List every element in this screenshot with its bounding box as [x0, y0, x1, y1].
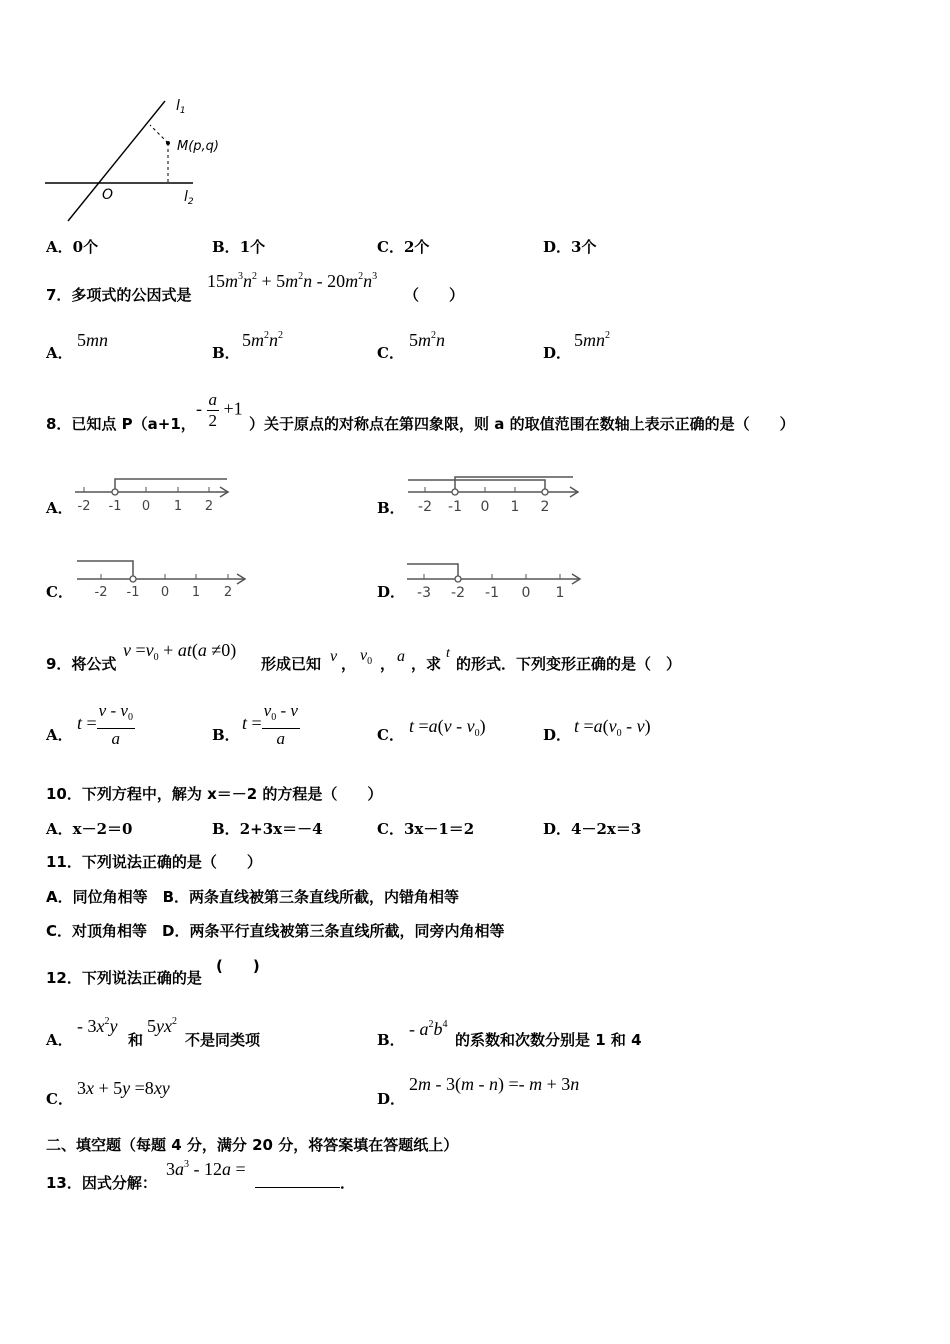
- svg-text:-1: -1: [485, 585, 499, 601]
- svg-text:2: 2: [540, 499, 550, 515]
- q10-option-a[interactable]: A．x－2＝0: [46, 820, 133, 838]
- q9-option-d-expr: $t =a(v_0 - v)$: [574, 716, 651, 739]
- q7-option-a-expr: 5mn: [77, 330, 108, 350]
- svg-text:-1: -1: [126, 585, 140, 600]
- q9-stem-mid: 形成已知: [261, 655, 322, 673]
- q8-fraction: - $\frac{a}{2}$ +1: [196, 390, 243, 430]
- svg-text:1: 1: [555, 585, 565, 601]
- svg-text:-1: -1: [108, 499, 122, 514]
- q10-stem: 10．下列方程中，解为 x＝－2 的方程是（ ）: [46, 785, 383, 803]
- svg-text:1: 1: [191, 585, 201, 600]
- q6-option-a[interactable]: A．0个: [46, 238, 99, 256]
- perpendicular-dashed: [150, 125, 168, 143]
- svg-text:1: 1: [173, 499, 183, 514]
- q8-option-b[interactable]: B．: [377, 499, 405, 517]
- svg-text:-1: -1: [448, 499, 462, 515]
- svg-text:2: 2: [223, 585, 233, 600]
- q13-stem: 13．因式分解：: [46, 1174, 157, 1192]
- q8-option-c[interactable]: C．: [46, 583, 73, 601]
- q12-option-a-tail: 不是同类项: [185, 1031, 261, 1049]
- q9-stem-end: 的形式．下列变形正确的是（ ）: [456, 655, 682, 673]
- q9-option-a[interactable]: A．: [46, 726, 73, 744]
- q13-expr: $3a^3 - 12a$ =: [166, 1159, 246, 1179]
- q7-option-a[interactable]: A．: [46, 344, 73, 362]
- q12-option-c[interactable]: C．: [46, 1090, 73, 1108]
- q9-stem-c: ，求: [411, 655, 442, 673]
- q8-option-a[interactable]: A．: [46, 499, 73, 517]
- q11-options-line1[interactable]: A．同位角相等 B．两条直线被第三条直线所截，内错角相等: [46, 888, 460, 906]
- q9-sep1: ，: [341, 655, 357, 673]
- figure-lines-diagram: [40, 95, 240, 225]
- point-m: [166, 141, 170, 145]
- q8-stem-start: 8．已知点 P（a+1，: [46, 415, 196, 433]
- svg-text:2: 2: [204, 499, 214, 514]
- q6-option-c[interactable]: C．2个: [377, 238, 430, 256]
- q11-stem: 11．下列说法正确的是（ ）: [46, 853, 262, 871]
- q12-option-a-expr1: - $3x^2y$: [77, 1016, 118, 1036]
- q7-option-c[interactable]: C．: [377, 344, 404, 362]
- q13-answer-blank[interactable]: [255, 1173, 340, 1192]
- q9-var-a: a: [397, 648, 405, 665]
- q12-stem: 12．下列说法正确的是: [46, 969, 202, 987]
- q8-numberline-a: [72, 472, 237, 517]
- svg-text:0: 0: [141, 499, 151, 514]
- q9-option-d[interactable]: D．: [543, 726, 572, 744]
- q9-var-v: v: [330, 648, 338, 665]
- svg-text:-3: -3: [417, 585, 431, 601]
- svg-text:0: 0: [160, 585, 170, 600]
- q9-option-c[interactable]: C．: [377, 726, 404, 744]
- q11-options-line2[interactable]: C．对顶角相等 D．两条平行直线被第三条直线所截，同旁内角相等: [46, 922, 505, 940]
- svg-text:-2: -2: [94, 585, 108, 600]
- q12-option-b-expr: - $a^2b^4$: [409, 1019, 448, 1039]
- q9-var-t: t: [446, 646, 450, 661]
- q12-option-b-tail: 的系数和次数分别是 1 和 4: [455, 1031, 642, 1049]
- q8-numberline-b: [405, 470, 580, 517]
- q9-option-b-expr: t = $\frac{v_0 - v}{a}$: [242, 701, 298, 748]
- q9-option-a-expr: t = $\frac{v - v_0}{a}$: [77, 701, 133, 748]
- q7-option-c-expr: $5m^2n$: [409, 330, 445, 350]
- q7-option-b[interactable]: B．: [212, 344, 240, 362]
- section-2-title: 二、填空题（每题 4 分，满分 20 分，将答案填在答题纸上）: [46, 1136, 459, 1154]
- q9-stem-start: 9．将公式: [46, 655, 117, 673]
- q8-numberline-c: [74, 555, 254, 600]
- q10-option-c[interactable]: C．3x－1＝2: [377, 820, 475, 838]
- q8-option-d[interactable]: D．: [377, 583, 406, 601]
- q7-stem: 7．多项式的公因式是: [46, 286, 192, 304]
- q12-option-a[interactable]: A．: [46, 1031, 73, 1049]
- q9-option-c-expr: $t =a(v - v_0)$: [409, 716, 486, 739]
- label-l2: $l_2$: [184, 189, 194, 207]
- q12-option-c-expr: 3x + 5y =8xy: [77, 1078, 170, 1098]
- q7-paren: （ ）: [404, 286, 465, 304]
- q6-option-d[interactable]: D．3个: [543, 238, 597, 256]
- q12-option-a-expr2: $5yx^2$: [147, 1016, 177, 1036]
- q12-paren: ( ): [216, 957, 260, 975]
- svg-text:-2: -2: [451, 585, 465, 601]
- svg-text:-2: -2: [418, 499, 432, 515]
- q9-sep2: ，: [380, 655, 396, 673]
- q10-option-d[interactable]: D．4－2x＝3: [543, 820, 642, 838]
- svg-text:0: 0: [480, 499, 490, 515]
- q10-option-b[interactable]: B．2+3x＝－4: [212, 820, 323, 838]
- q12-option-b[interactable]: B．: [377, 1031, 405, 1049]
- q8-stem-end: ）关于原点的对称点在第四象限，则 a 的取值范围在数轴上表示正确的是（ ）: [249, 415, 795, 433]
- q13-end: ．: [340, 1174, 356, 1192]
- label-l1: $l_1$: [176, 98, 186, 116]
- q7-polynomial: $15m^3n^2 + 5m^2n - 20m^2n^3$: [207, 271, 378, 291]
- q12-option-d-expr: 2m - 3(m - n) =- m + 3n: [409, 1074, 580, 1094]
- q12-option-a-and: 和: [128, 1031, 144, 1049]
- q12-option-d[interactable]: D．: [377, 1090, 406, 1108]
- q7-option-b-expr: $5m^2n^2$: [242, 330, 283, 350]
- q6-option-b[interactable]: B．1个: [212, 238, 266, 256]
- svg-text:1: 1: [510, 499, 520, 515]
- q9-option-b[interactable]: B．: [212, 726, 240, 744]
- q9-formula: $v =v_0 + at(a \ne 0)$: [123, 640, 237, 663]
- svg-text:-2: -2: [77, 499, 91, 514]
- q8-numberline-d: [404, 555, 589, 602]
- label-m: M(p,q): [177, 139, 219, 154]
- svg-text:0: 0: [521, 585, 531, 601]
- q7-option-d[interactable]: D．: [543, 344, 572, 362]
- line-l1: [68, 101, 165, 221]
- q7-option-d-expr: $5mn^2$: [574, 330, 610, 350]
- label-o: O: [102, 187, 114, 203]
- q9-var-v0: $v_0$: [360, 647, 373, 667]
